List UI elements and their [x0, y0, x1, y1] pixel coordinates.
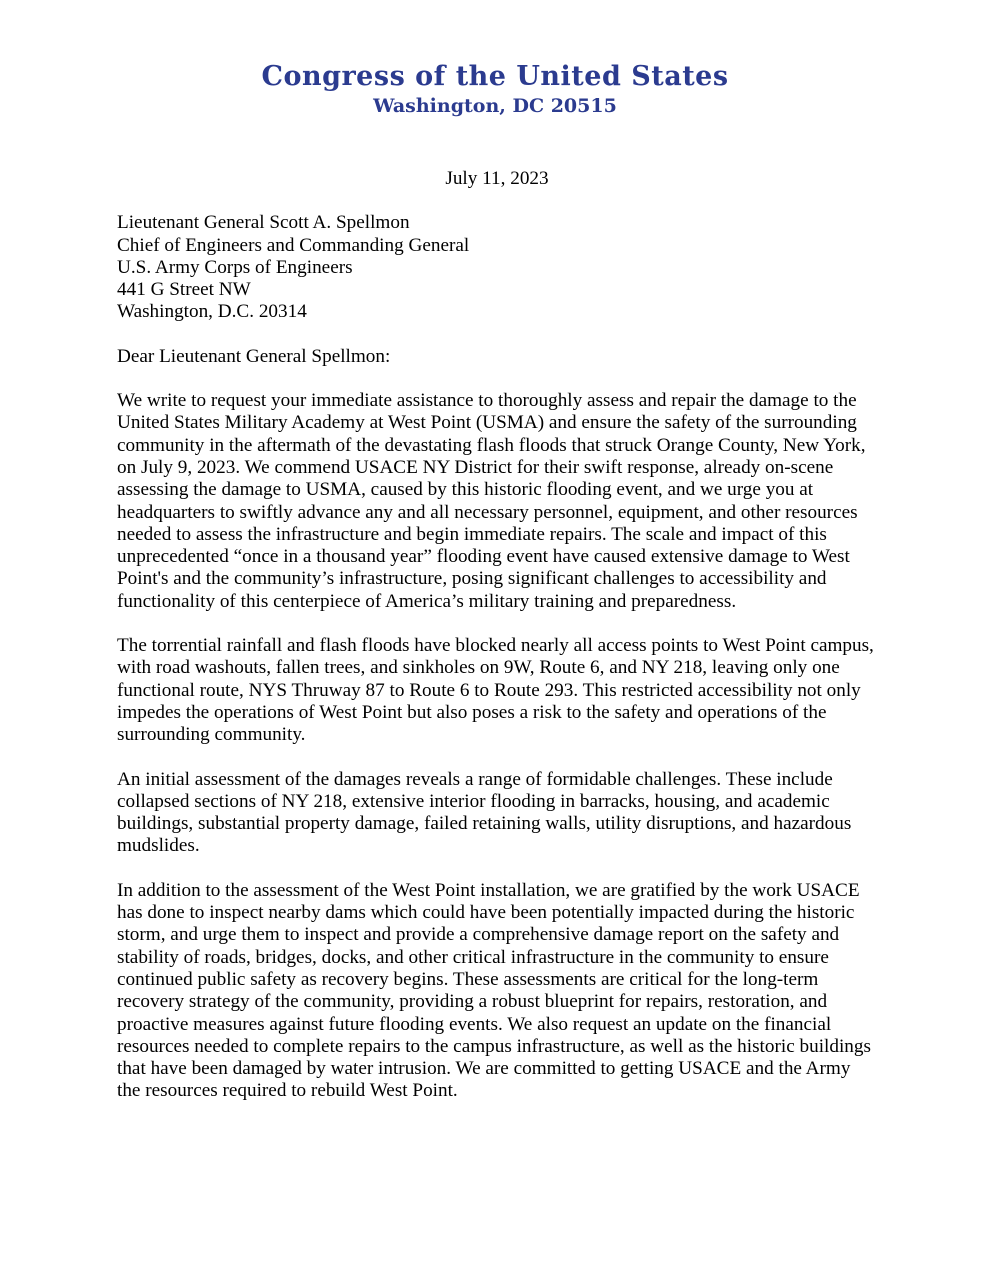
address-line: Chief of Engineers and Commanding General — [117, 234, 470, 256]
body-paragraph: An initial assessment of the damages reveals a range of formidable challenges. These include collapsed sections of NY 218, extensive interior flooding in barracks, housing, and academic buildings, substantial property damage, failed retaining walls, utility disruptions, and hazardous mudslides. — [117, 768, 852, 857]
recipient-address — [117, 212, 877, 323]
address-line: Lieutenant General Scott A. Spellmon — [117, 212, 410, 234]
letterhead-subtitle: Washington, DC 20515 — [373, 95, 617, 117]
address-line: 441 G Street NW — [117, 279, 251, 301]
address-line: U.S. Army Corps of Engineers — [117, 256, 353, 278]
letterhead — [0, 60, 990, 118]
letterhead-title: Congress of the United States — [261, 61, 729, 92]
address-line: Washington, D.C. 20314 — [117, 301, 307, 323]
body-paragraph: The torrential rainfall and flash floods have blocked nearly all access points to West Point campus, with road washouts, fallen trees, and sinkholes on 9W, Route 6, and NY 218, leaving only one functional route, NYS Thruway 87 to Route 6 to Route 293. This restricted accessibility not only impedes the operations of West Point but also poses a risk to the safety and operations of the surrounding community. — [117, 635, 874, 746]
body-paragraph: We write to request your immediate assistance to thoroughly assess and repair the damage to the United States Military Academy at West Point (USMA) and ensure the safety of the surrounding community in the aftermath of the devastating flash floods that struck Orange County, New York, on July 9, 2023. We commend USACE NY District for their swift response, already on-scene assessing the damage to USMA, caused by this historic flooding event, and we urge you at headquarters to swiftly advance any and all necessary personnel, equipment, and other resources needed to assess the infrastructure and begin immediate repairs. The scale and impact of this unprecedented “once in a thousand year” flooding event have caused extensive damage to West Point's and the community’s infrastructure, posing significant challenges to accessibility and functionality of this centerpiece of America’s military training and preparedness. — [117, 390, 866, 612]
letter-body — [117, 168, 877, 1103]
salutation: Dear Lieutenant General Spellmon: — [117, 345, 391, 367]
letter-date: July 11, 2023 — [445, 168, 549, 189]
body-paragraph: In addition to the assessment of the West Point installation, we are gratified by the work USACE has done to inspect nearby dams which could have been potentially impacted during the historic storm, and urge them to inspect and provide a comprehensive damage report on the safety and stability of roads, bridges, docks, and other critical infrastructure in the community to ensure continued public safety as recovery begins. These assessments are critical for the long-term recovery strategy of the community, providing a robust blueprint for repairs, restoration, and proactive measures against future flooding events. We also request an update on the financial resources needed to complete repairs to the campus infrastructure, as well as the historic buildings that have been damaged by water intrusion. We are committed to getting USACE and the Army the resources required to rebuild West Point. — [117, 879, 871, 1102]
